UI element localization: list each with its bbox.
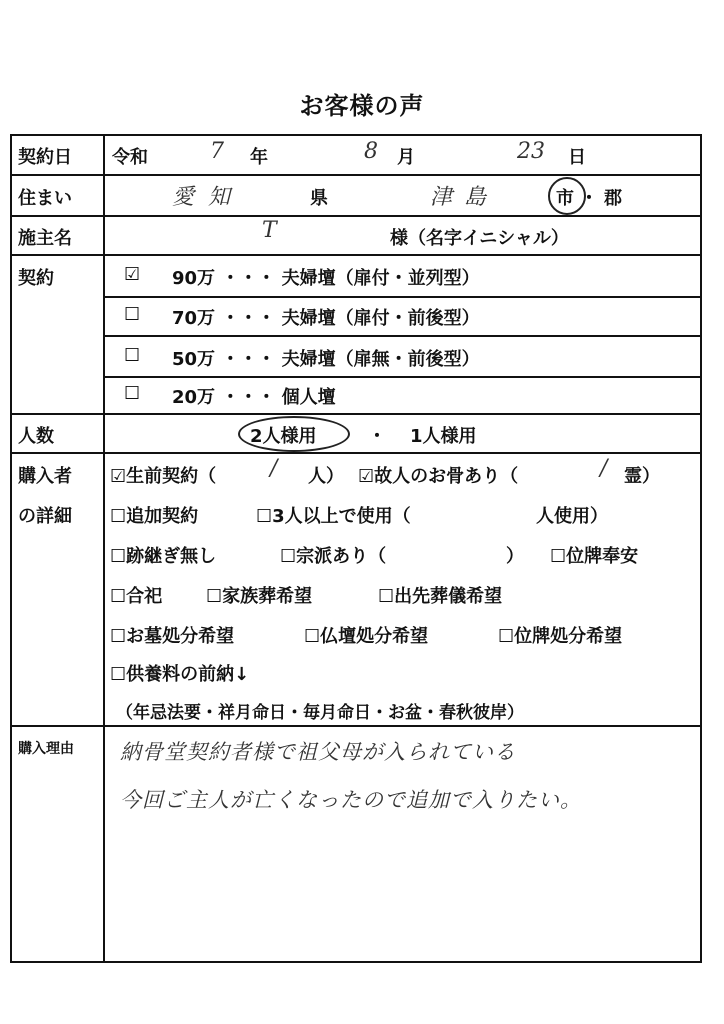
- district-unit: 郡: [604, 188, 622, 209]
- owner-suffix: 様（名字イニシャル）: [390, 228, 569, 249]
- religious-sect-checkbox[interactable]: ☐宗派あり（: [280, 546, 387, 567]
- contract-option-50: 50万 ・・・ 夫婦壇（扉無・前後型）: [172, 349, 480, 370]
- year-unit: 年: [250, 147, 268, 168]
- row-divider: [12, 254, 700, 256]
- row-divider: [12, 452, 700, 454]
- month-value: 8: [364, 139, 378, 164]
- city-value: 津島: [430, 185, 499, 210]
- pre-contract-unit: 人）: [308, 466, 344, 487]
- option-divider: [103, 296, 700, 298]
- row-divider: [12, 215, 700, 217]
- no-successor-checkbox[interactable]: ☐跡継ぎ無し: [110, 546, 217, 567]
- prepaid-memorial-fee-checkbox[interactable]: ☐供養料の前納↓: [110, 664, 250, 685]
- altar-disposal-checkbox[interactable]: ☐仏壇処分希望: [304, 626, 429, 647]
- day-unit: 日: [568, 147, 586, 168]
- contract-option-checkbox[interactable]: ☐: [124, 345, 141, 366]
- form-title: お客様の声: [299, 92, 425, 120]
- contract-option-checkbox[interactable]: ☐: [124, 383, 141, 404]
- joint-burial-checkbox[interactable]: ☐合祀: [110, 586, 163, 607]
- survey-form: [10, 134, 702, 963]
- contract-label: 契約: [18, 268, 54, 289]
- buyer-details-label-line2: の詳細: [18, 506, 72, 527]
- memorial-tablet-checkbox[interactable]: ☐位牌奉安: [550, 546, 639, 567]
- contract-option-checkbox[interactable]: ☑: [124, 264, 141, 285]
- address-separator: ・: [580, 188, 598, 209]
- contract-date-label: 契約日: [18, 147, 72, 168]
- additional-contract-checkbox[interactable]: ☐追加契約: [110, 506, 199, 527]
- month-unit: 月: [397, 147, 415, 168]
- prefecture-unit: 県: [310, 188, 328, 209]
- reason-handwritten-line1: 納骨堂契約者様で祖父母が入られている: [120, 740, 516, 764]
- reason-handwritten-line2: 今回ご主人が亡くなったので追加で入りたい。: [120, 788, 582, 812]
- option-divider: [103, 376, 700, 378]
- row-divider: [12, 413, 700, 415]
- city-unit: 市: [556, 188, 574, 209]
- three-plus-users-checkbox[interactable]: ☐3人以上で使用（: [256, 506, 411, 527]
- era-text: 令和: [112, 147, 148, 168]
- owner-initial: T: [262, 218, 277, 243]
- tablet-disposal-checkbox[interactable]: ☐位牌処分希望: [498, 626, 623, 647]
- row-divider: [12, 725, 700, 727]
- grave-disposal-checkbox[interactable]: ☐お墓処分希望: [110, 626, 235, 647]
- owner-label: 施主名: [18, 228, 72, 249]
- year-value: 7: [210, 139, 224, 164]
- people-separator: ・: [368, 426, 386, 447]
- row-divider: [12, 174, 700, 176]
- day-value: 23: [517, 139, 545, 164]
- pre-contract-count: /: [270, 456, 278, 481]
- people-option-one: 1人様用: [410, 426, 477, 447]
- pre-contract-checkbox[interactable]: ☑生前契約（: [110, 466, 217, 487]
- reason-label: 購入理由: [18, 741, 74, 757]
- contract-option-90: 90万 ・・・ 夫婦壇（扉付・並列型）: [172, 268, 480, 289]
- offsite-funeral-checkbox[interactable]: ☐出先葬儀希望: [378, 586, 503, 607]
- buyer-details-label-line1: 購入者: [18, 466, 72, 487]
- people-label: 人数: [18, 426, 54, 447]
- label-column-divider: [103, 136, 105, 961]
- contract-option-20: 20万 ・・・ 個人壇: [172, 387, 336, 408]
- deceased-remains-unit: 霊）: [624, 466, 660, 487]
- option-divider: [103, 335, 700, 337]
- religious-sect-close: ）: [506, 546, 524, 567]
- contract-option-checkbox[interactable]: ☐: [124, 304, 141, 325]
- prefecture-value: 愛知: [172, 185, 245, 210]
- deceased-remains-count: /: [600, 456, 608, 481]
- three-plus-users-unit: 人使用）: [536, 506, 608, 527]
- family-funeral-checkbox[interactable]: ☐家族葬希望: [206, 586, 313, 607]
- people-option-two: 2人様用: [250, 426, 317, 447]
- deceased-remains-checkbox[interactable]: ☑故人のお骨あり（: [358, 466, 519, 487]
- contract-option-70: 70万 ・・・ 夫婦壇（扉付・前後型）: [172, 308, 480, 329]
- memorial-services-note: （年忌法要・祥月命日・毎月命日・お盆・春秋彼岸）: [116, 703, 524, 723]
- address-label: 住まい: [18, 188, 72, 209]
